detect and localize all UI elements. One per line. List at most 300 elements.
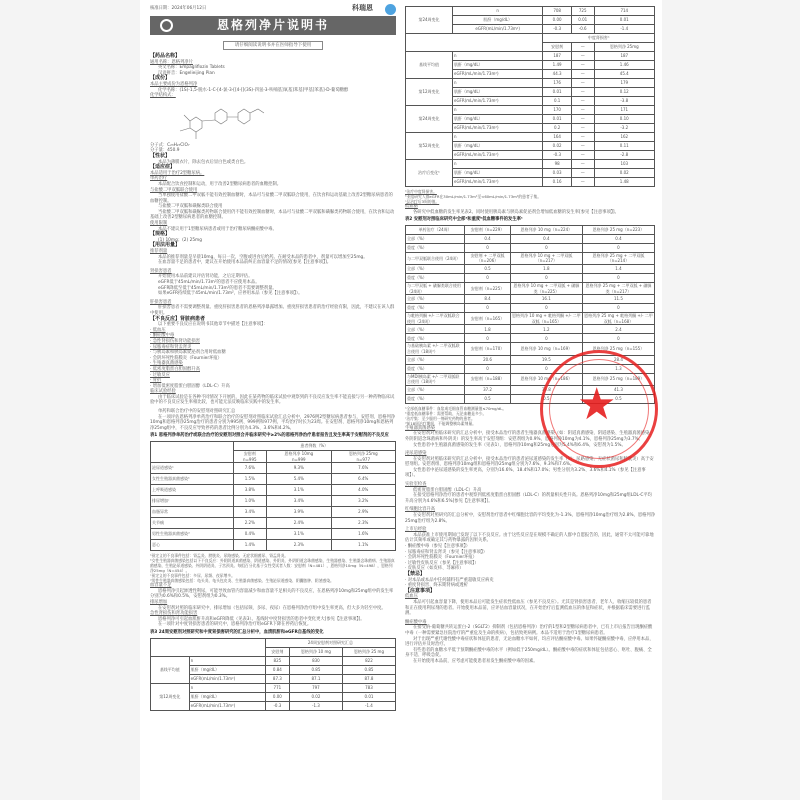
table-cell: 肌酐（mg/dL） xyxy=(189,692,265,701)
table-cell: 与吡格列酮 +/- 二甲双胍联合使用（24周） xyxy=(406,313,465,325)
text-line: · 尿脓毒症和肾盂肾炎（参见【注意事项】） xyxy=(405,549,488,555)
table-row xyxy=(151,638,396,647)
table-cell: 0.85 xyxy=(342,665,395,674)
table-cell: — xyxy=(571,97,594,106)
table-cell: -2.8 xyxy=(594,151,654,160)
table-cell: 恶心 xyxy=(151,540,234,551)
table-cell: -0.3 xyxy=(543,151,572,160)
table-row xyxy=(406,243,655,252)
description-text: 本品为薄膜衣片，除去包衣后显白色或类白色。 xyxy=(158,159,249,165)
table-row xyxy=(151,518,396,529)
table-cell: 0.5 xyxy=(510,394,582,403)
table-cell: 20.6 xyxy=(465,355,511,364)
table-cell: 1.4 xyxy=(582,264,654,273)
table-cell: 安慰剂 xyxy=(543,43,572,52)
table-cell: 170 xyxy=(543,106,572,115)
table-row xyxy=(406,234,655,243)
text-line: 在安慰剂对照研究的汇总分析中，安慰剂治疗患者中红细胞比容的平均变化为-1.3%，恩格列净10mg治疗组为2.8%，恩格列净25mg治疗组为2.8%。 xyxy=(405,513,656,524)
table-cell: 1.8 xyxy=(465,325,511,334)
text-line: · 酮症酸中毒（参见【注意事项】） xyxy=(405,544,471,549)
table-row xyxy=(406,343,655,355)
table-cell: 28.4 xyxy=(582,355,654,364)
table2-title: 表2 安慰剂对照临床研究中全部ᵃ和重度ᵇ低血糖事件的发生率ᶜ xyxy=(405,217,523,223)
table-cell: 19.5 xyxy=(510,355,582,364)
table-cell: eGFR(mL/min/1.73m²) xyxy=(453,124,543,133)
table-cell: 0.01 xyxy=(342,692,395,701)
table-cell: -0.3 xyxy=(265,701,289,710)
table-cell: 0.01 xyxy=(543,88,572,97)
table-cell: — xyxy=(571,43,594,52)
text-line: · 过敏性皮肤反应（参见【注意事项】） xyxy=(405,560,479,566)
table-cell: 2.9% xyxy=(331,507,395,518)
table-cell: 肌酐（mg/dL） xyxy=(453,16,543,25)
table-cell: 1.1% xyxy=(331,540,395,551)
table-cell: 恩格列净 10 mg + 吡格列酮 +/- 二甲双胍（n=165） xyxy=(512,313,581,324)
table-cell: 1.2 xyxy=(510,325,582,334)
table-cell: 0.5 xyxy=(465,264,511,273)
text-line: 当盐酸二甲双胍和磺脲类药物联合使用仍不能有效控制血糖时，本品可与盐酸二甲双胍和磺脲类药物联合使用，在饮食和运动基础上改善2型糖尿病患者的血糖控制。 xyxy=(150,209,395,221)
table-cell: 3.8% xyxy=(233,485,267,496)
table2-notes xyxy=(405,406,655,426)
specification-text: (1) 10mg；(2) 25mg xyxy=(158,237,202,243)
table-cell: 2.4% xyxy=(267,518,331,529)
table-row xyxy=(406,264,655,273)
text-line: 由于临床试验是在各种不同情况下开展的，因此在某药物的临床试验中观察到的不良反应发生率不能直接与另一种药物临床试验中的不良反应发生率相比较，也可能无法反映临床实践中的发生率。 xyxy=(150,394,395,406)
table-cell: 恩格列净 25 mg（n=223） xyxy=(582,225,654,234)
table-cell: n xyxy=(453,133,543,142)
table-cell: 0.4 xyxy=(510,234,582,243)
table-row xyxy=(151,496,396,507)
text-line: ᵃ预定义的不良事件包括：肾盂炎、膀胱炎、尿路感染、无症状细菌尿、肾盂肾炎。 xyxy=(150,553,289,559)
table-row xyxy=(151,463,396,474)
page-title: 恩格列净片说明书 xyxy=(216,17,329,32)
table-cell: 0.02 xyxy=(289,692,342,701)
table-cell: 1.3 xyxy=(582,364,654,373)
table-cell: 725 xyxy=(571,7,594,16)
table-cell: 0.02 xyxy=(543,142,572,151)
text-line: ᵇ重度低血糖事件：需要帮助，无论血糖是多少。 xyxy=(405,410,487,416)
table-cell: 1.0% xyxy=(233,496,267,507)
table-cell: -1.3 xyxy=(289,701,342,710)
table-row xyxy=(406,355,655,364)
table-row xyxy=(406,295,655,304)
table-cell: 单药治疗（24周） xyxy=(406,225,465,234)
table-cell: 0 xyxy=(582,273,654,282)
table-cell: 恩格列净 10 mg（n=186） xyxy=(510,373,582,385)
table-cell: 恩格列净 10 mg + 二甲双胍（n=217） xyxy=(510,252,582,264)
table-cell: n xyxy=(453,7,543,16)
text-line: 泌尿道感染 xyxy=(405,451,427,457)
table-cell: 0.16 xyxy=(543,178,572,187)
table-cell: 9.3% xyxy=(267,463,331,474)
hypoglycemia-text: 各研究中低血糖的发生率见表2。同时使用胰岛素与胰岛素促泌剂会增加低血糖的发生率[参见【注意事项】]。 xyxy=(413,209,619,215)
text-line: 单药治疗 xyxy=(150,176,168,182)
table-cell: 1.6% xyxy=(331,529,395,540)
table-cell: 女性生殖器真菌感染ᵇ xyxy=(151,474,234,485)
brand-name: 科瑞恩 xyxy=(352,4,373,13)
precaution-lines xyxy=(405,594,655,664)
molecular-weight: 分子量：450.9 xyxy=(150,148,180,154)
table-row xyxy=(151,656,396,665)
approval-date: 核准日期：2024年06月12日 xyxy=(150,6,207,12)
text-line: 在接受钠-葡萄糖共转运蛋白-2（SGLT2）抑制剂（包括恩格列净）治疗的1型和2型糖尿病患者中，已有上市后报告出现酮症酸中毒（一种需要紧急住院治疗的严重危及生命的疾病），包括致死病例。本品不适用于治疗1型糖尿病患者。 xyxy=(405,625,653,636)
text-line: ᵇ亚组研究人群eGFR在30mL/min/1.73m²至<60mL/min/1.73m²的患者子集。 xyxy=(405,194,542,199)
table-cell: 0 xyxy=(465,304,511,313)
text-line: 如果eGFR持续低于45mL/min/1.73m²，应停用本品（参见【注意事项】）。 xyxy=(158,291,303,297)
text-line: 恩格列净可引起血肌酐升高和eGFR降低（见表3）。基线时中度肾损害的患者中变化更大[参见【注意事项】]。 xyxy=(158,616,365,622)
table-cell: 771 xyxy=(265,683,289,692)
table-renal-continued xyxy=(405,6,655,187)
text-line: 在安慰剂对照临床研究的汇总分析中，接受本品治疗的患者泌尿道感染的发生率（如：尿路感染、无症状菌尿和膀胱炎）高于安慰剂组。安慰剂组、恩格列净10mg组和恩格列净25mg组分别为7.6%、9.3%和7.6%。 xyxy=(405,456,654,468)
text-line: 在一项针对中度肾损害患者的研究中，恩格列净治疗组eGFR下降在停药后恢复。 xyxy=(158,622,312,628)
text-line: · 与胰岛素和胰岛素促泌剂合用时低血糖 xyxy=(150,350,226,356)
table-cell: — xyxy=(571,106,594,115)
table-row xyxy=(406,364,655,373)
text-line: ᵃ全部低血糖事件：血浆或毛细血管血糖测量值≤70mg/dL。 xyxy=(405,405,507,411)
table-cell: 0 xyxy=(510,364,582,373)
table-cell: 肌酐（mg/dL） xyxy=(453,61,543,70)
table-cell: 2.3% xyxy=(267,540,331,551)
text-line: 女性患者中泌尿道感染的发生率更高，分别为16.6%、18.4%和17.0%；男性分别为3.2%、3.6%和4.1%（参见【注意事项】）。 xyxy=(405,467,646,479)
table-cell: 6.4% xyxy=(331,474,395,485)
table-cell: 3.1% xyxy=(267,485,331,496)
text-line: · 酮症酸中毒 xyxy=(150,333,175,339)
table-cell: 3.1% xyxy=(267,529,331,540)
table-hypoglycemia xyxy=(405,225,655,404)
subheading-hypoglycemia: 低血糖 xyxy=(405,204,418,209)
table-cell: 重度（%） xyxy=(406,394,465,403)
table-cell: 3.9% xyxy=(267,507,331,518)
text-line: 生殖器真菌感染 xyxy=(405,425,436,431)
table-cell: 0.5 xyxy=(465,394,511,403)
dosage-lines xyxy=(150,249,396,317)
text-line: 化学名称：(1S)-1,5-脱水-1-C-[4-氯-3-[[4-[[(3S)-四氢-3-呋喃基]氧基]苯基]甲基]苯基]-D-葡萄糖醇 xyxy=(158,87,349,93)
table-cell: 0 xyxy=(465,243,511,252)
table-cell: n xyxy=(453,106,543,115)
table-cell: — xyxy=(571,61,594,70)
table-cell: 0.01 xyxy=(594,16,654,25)
text-line: 汉语拼音：Engelieijing Pian xyxy=(158,70,215,76)
table-cell: 恩格列净 25 mg + 吡格列酮 +/- 二甲双胍（n=168） xyxy=(584,313,653,324)
composition-lines xyxy=(150,82,396,99)
text-line: 红细胞比容升高 xyxy=(405,507,436,513)
table-row xyxy=(151,485,396,496)
table-cell: — xyxy=(571,133,594,142)
text-line: 推荐剂量 xyxy=(150,249,168,255)
table-cell: 恩格列净 25 mg（n=155） xyxy=(582,343,654,355)
text-line: ᵃ治疗中度肾损害。 xyxy=(405,189,437,194)
table-cell: 恩格列净 10 mg（n=224） xyxy=(510,225,582,234)
table-cell: 783 xyxy=(342,683,395,692)
text-line: 在血容量不足的患者中，建议在开始使用本品前纠正血容量不足的情况[参见【注意事项】]。 xyxy=(158,260,332,266)
section-heading: 【成份】 xyxy=(150,75,171,82)
text-line: ᵈ前18周治疗期间，不能调整胰岛素剂量。 xyxy=(405,420,476,426)
table-cell: 87.1 xyxy=(289,674,342,683)
table-cell: — xyxy=(571,52,594,61)
text-line: 本品配合饮食控制和运动，用于改善2型糖尿病患者的血糖控制。 xyxy=(158,181,282,187)
table-cell: 重度（%） xyxy=(406,273,465,282)
text-line: · 会阴坏死性筋膜炎（Fournier坏疽） xyxy=(150,355,222,361)
table-cell: -1.4 xyxy=(594,25,654,34)
table-cell: 825 xyxy=(265,656,289,665)
text-line: 与盐酸二甲双胍联合使用 xyxy=(150,187,198,193)
table-cell: 安慰剂（n=170） xyxy=(465,343,511,355)
table-cell: 肌酐（mg/dL） xyxy=(453,88,543,97)
table-cell: -0.6 xyxy=(571,25,594,34)
table-cell: eGFR(mL/min/1.73m²) xyxy=(189,674,265,683)
table-row xyxy=(406,394,655,403)
table-row xyxy=(406,273,655,282)
drug-name-lines xyxy=(150,60,396,77)
table-cell: 第24周变化 xyxy=(406,7,453,34)
right-body-lines xyxy=(405,426,655,572)
table-cell: 0 xyxy=(582,304,654,313)
table-cell: 7.6% xyxy=(331,463,395,474)
section-heading: 【用法用量】 xyxy=(150,242,181,249)
tableA-notes xyxy=(405,189,655,204)
table-cell: 全部（%） xyxy=(406,325,465,334)
text-line: 本品主要成份为恩格列净 xyxy=(150,81,198,87)
table-cell: — xyxy=(571,124,594,133)
table-cell: eGFR(mL/min/1.73m²) xyxy=(453,178,543,187)
text-line: · 尿脓毒症和肾盂肾炎 xyxy=(150,344,192,350)
table-cell: — xyxy=(571,169,594,178)
text-line: · 皮肤反应（如皮疹、荨麻疹） xyxy=(405,566,464,572)
text-line: 本品不建议用于1型糖尿病患者或用于治疗糖尿病酮症酸中毒。 xyxy=(158,226,277,232)
table-cell: — xyxy=(571,79,594,88)
table-cell: 0.01 xyxy=(571,16,594,25)
text-line: 以下重要不良反应在说明书其他章节中描述【注意事项】： xyxy=(158,322,268,328)
table-cell: n xyxy=(453,160,543,169)
table-cell: 与MDI胰岛素 +/- 二甲双胍联合使用（18周ᵈ） xyxy=(406,373,465,385)
table-cell: 1.5% xyxy=(233,474,267,485)
text-line: 单药和联合治疗中的安慰剂对照研究汇总 xyxy=(158,409,236,415)
table-cell: 1.48 xyxy=(594,178,654,187)
table-cell: -3.8 xyxy=(594,97,654,106)
text-line: 排尿增加 xyxy=(150,600,168,605)
table-row xyxy=(406,325,655,334)
text-line: 开始使用本品前建议评估肾功能，之后定期评估。 xyxy=(158,274,253,280)
table-cell: 1.49 xyxy=(543,61,572,70)
table-cell: 187 xyxy=(594,52,654,61)
table-row xyxy=(406,133,655,142)
table-row xyxy=(406,282,655,294)
table-cell: 与二甲双胍联合使用（24周） xyxy=(406,252,465,264)
table-cell: 0.02 xyxy=(594,169,654,178)
table-cell: 0.01 xyxy=(543,115,572,124)
table-cell: 0.4% xyxy=(233,529,267,540)
text-line: eGFR降低至低于45mL/min/1.73m²的患者不需要调整剂量。 xyxy=(158,285,277,291)
text-line: 女性患者中生殖器真菌感染的发生率（见表1），恩格列净10mg和25mg分别为5.4%和6.4%，安慰剂为1.5%。 xyxy=(413,442,626,448)
text-line: 在接受恩格列净治疗的患者中观察到低密度脂蛋白胆固醇（LDL-C）的剂量相关性升高。恩格列净10mg和25mg组LDL-C平均升高分别为4.6%和6.5%[参见【注意事项】]。 xyxy=(405,493,652,504)
table-cell: 3.4% xyxy=(233,507,267,518)
table-adverse-reactions xyxy=(150,441,396,551)
table-cell: 全部（%） xyxy=(406,385,465,394)
text-line: 有些患者的血糖水平低于预期酮症酸中毒的水平（例如低于250mg/dL）。酮症酸中毒的症状和体征包括恶心、呕吐、腹痛、全身不适、呼吸急促。 xyxy=(405,647,652,659)
table-cell: — xyxy=(571,70,594,79)
table-cell: 164 xyxy=(543,133,572,142)
text-line: 恩格列净引起渗透性利尿，可能导致血管内容量减少和血容量不足相关的不良反应，在恩格列净10mg和25mg组中的发生率分别为0.6%和0.5%，安慰剂组为0.3%。 xyxy=(150,588,394,600)
section-heading: 【注意事项】 xyxy=(405,587,436,594)
table-cell: 176 xyxy=(543,79,572,88)
table-cell: 0.03 xyxy=(543,169,572,178)
table-cell: 1.46 xyxy=(594,61,654,70)
table-cell: 治疗后变化ᵇ xyxy=(406,160,453,187)
table1-title: 表1 恩格列净单药治疗或联合治疗的安慰剂对照合并临床研究中≥2%的恩格列净治疗患者报告且发生率高于安慰剂的不良反应 xyxy=(150,433,389,439)
table-cell: 全部（%） xyxy=(406,234,465,243)
text-line: 低密度脂蛋白胆固醇（LDL-C）升高 xyxy=(413,487,482,493)
table-row xyxy=(406,79,655,88)
table-cell: 与二甲双胍 + 磺脲类联合使用（24周） xyxy=(406,282,465,294)
renal-lines xyxy=(150,583,396,628)
section-heading: 【不良反应】肾脏病患者 xyxy=(150,315,206,322)
table-cell: 恩格列净 25 mg + 二甲双胍 + 磺脲类（n=217） xyxy=(582,282,654,294)
table-cell: 恩格列净 10 mg + 二甲双胍 + 磺脲类（n=225） xyxy=(510,282,582,294)
text-line: · 低密度脂蛋白胆固醇升高 xyxy=(150,366,200,372)
text-line: · 过敏反应 xyxy=(150,372,170,378)
contraindication-lines xyxy=(405,578,655,589)
table-cell: 第12周变化 xyxy=(406,79,453,106)
text-line: 实验室检查 xyxy=(405,482,427,488)
table-cell: 泌尿道感染ᵃ xyxy=(151,463,234,474)
text-line: 与盐酸二甲双胍和磺脲类联合使用 xyxy=(158,204,223,210)
table-cell: 0 xyxy=(582,243,654,252)
table-row xyxy=(406,304,655,313)
table-cell: 0.85 xyxy=(289,665,342,674)
text-line: 本品获准上市使用期间已发现了以下不良反应。由于这些反应是在规模不确定的人群中自愿报告的，因此，通常不太可能可靠地估计其频率或确定其与药物暴露的因果关系。 xyxy=(405,532,654,544)
indications-lines xyxy=(150,171,396,233)
table-renal-function xyxy=(150,638,396,711)
table-cell: 45.4 xyxy=(594,70,654,79)
table-cell: 8.4 xyxy=(465,295,511,304)
table1-notes xyxy=(150,553,396,583)
table-cell: 0 xyxy=(510,273,582,282)
table-cell: 162 xyxy=(594,133,654,142)
text-line: · 骨折 xyxy=(150,378,162,384)
table-cell: 与基础胰岛素 +/- 二甲双胍联合使用（18周ᵈ） xyxy=(406,343,465,355)
table-cell: — xyxy=(571,151,594,160)
table-row xyxy=(406,313,655,325)
table-cell: eGFR(mL/min/1.73m²) xyxy=(453,25,543,34)
table-cell: 0.00 xyxy=(265,692,289,701)
text-line: ᵇ女性生殖器真菌感染包括以下不良反应：外阴阴道真菌感染、阴道感染、外阴炎、外阴阴道念珠菌感染、生殖器感染、生殖器念珠菌病、生殖器真菌感染、生殖泌尿道感染、外阴阴道炎、子宫颈炎。每组百分比基于女性受试者人数：安慰剂（N=481），恩格列净10mg（N=498），恩格列净25mg（N=454）。 xyxy=(150,558,395,574)
table-cell: 24周安慰剂对照研究汇总 xyxy=(265,638,395,647)
table-row xyxy=(406,52,655,61)
table-cell: 安慰剂（n=229） xyxy=(465,225,511,234)
text-line: 通用名称：恩格列净片 xyxy=(150,59,193,65)
table-cell: 0.4 xyxy=(465,234,511,243)
table-cell: 0 xyxy=(510,334,582,343)
table-cell xyxy=(151,442,234,463)
table-cell: 187 xyxy=(543,52,572,61)
table-cell: 0.84 xyxy=(265,665,289,674)
table-cell: 基线平均值 xyxy=(151,656,190,683)
table-cell: 98 xyxy=(543,160,572,169)
text-line: 使用限制 xyxy=(150,221,168,227)
table-cell: n xyxy=(453,79,543,88)
title-banner xyxy=(150,16,396,35)
text-line: 临床试验经验 xyxy=(150,389,176,395)
table-cell: 2.4 xyxy=(582,325,654,334)
table-row xyxy=(406,160,655,169)
text-line: · 会阴坏死性筋膜炎（Fournier坏疽） xyxy=(405,555,477,561)
text-line: · 增加低密度脂蛋白胆固醇（LDL-C）升高 xyxy=(150,383,230,389)
table-cell: 血脂异常 xyxy=(151,507,234,518)
table-cell: 0.5 xyxy=(582,394,654,403)
table-cell: 全部（%） xyxy=(406,355,465,364)
table-cell: 103 xyxy=(594,160,654,169)
text-line: · 重度肾损害、终末期肾病或透析 xyxy=(405,583,468,589)
table-cell: 上呼吸道感染 xyxy=(151,485,234,496)
table-cell: 第24周变化 xyxy=(406,106,453,133)
table-cell: 0.10 xyxy=(594,115,654,124)
table3-title: 表3 24周安慰剂对照研究和中度肾损害研究的汇总分析中，血清肌酐和eGFR自基线的变化 xyxy=(150,629,324,635)
text-line: ᶜ预定义的不良事件包括：多尿、尿频、夜尿增多。 xyxy=(150,573,235,579)
table-cell: 16.1 xyxy=(510,295,582,304)
text-line: 低血压 xyxy=(405,594,418,600)
text-line: 本品的推荐剂量是早晨10mg，每日一次，空腹或进食后给药。在耐受本品的患者中，剂量可以增加至25mg。 xyxy=(158,254,368,260)
table-cell: 39.8 xyxy=(510,385,582,394)
table-cell: 41.3 xyxy=(582,385,654,394)
text-line: 在开始使用本品前，应考虑可能使患者易发生酮症酸中毒的因素。 xyxy=(413,658,538,664)
table-cell: 恩格列净 25 mg xyxy=(342,647,395,656)
table-cell: 安慰剂 xyxy=(265,647,289,656)
section-heading: 【规格】 xyxy=(150,231,171,238)
table-cell: 0 xyxy=(510,243,582,252)
text-line: · 低血压 xyxy=(150,327,166,333)
star-icon: ★ xyxy=(577,379,617,430)
table-cell: 安慰剂 n=995 xyxy=(233,451,267,463)
section-heading: 【性状】 xyxy=(150,152,171,159)
table-cell: — xyxy=(571,142,594,151)
table-cell: 1.8 xyxy=(510,264,582,273)
text-line: 在一项评估恩格列净单药治疗和联合治疗的安慰剂对照临床试验汇总分析中，2976例2型糖尿病患者参与，安慰剂、恩格列净10mg和恩格列净25mg治疗的患者分别为995例、999例和977例，平均治疗时长为23周。在安慰剂、恩格列净10mg和恩格列净25mg组中，不良反应导致停药的患者比例分别为4.3%、3.6%和4.2%。 xyxy=(150,414,396,431)
table-cell: 179 xyxy=(594,79,654,88)
table-cell: 3.2% xyxy=(331,496,395,507)
table-cell: 5.4% xyxy=(267,474,331,485)
table-cell: 0.2 xyxy=(543,124,572,133)
text-line: 上市后经验 xyxy=(405,527,427,533)
table-cell: eGFR(mL/min/1.73m²) xyxy=(453,70,543,79)
table-cell: — xyxy=(571,115,594,124)
top-line xyxy=(150,2,396,16)
text-line: eGFR低于45mL/min/1.73m²的患者不应使用本品。 xyxy=(158,280,260,285)
text-line: ᵈ男性生殖器真菌感染包括：龟头炎、龟头包皮炎、生殖器真菌感染、生殖泌尿道感染、阴囊脓肿、阴茎感染。 xyxy=(150,578,334,584)
table-cell: 87.8 xyxy=(342,674,395,683)
text-line: 本品可引起血容量下降，使用本品后可能发生症状性低血压（参见不良反应）。尤其是肾损害患者、老年人、收缩压较低的患者和正在使用利尿剂的患者。开始使用本品前，应评估血容量状况，在开始治疗后监测低血压的体征和症状，并根据临床需要进行监测。 xyxy=(405,599,652,617)
text-line: 在安慰剂对照临床研究的汇总分析中，接受本品治疗的患者生殖器真菌感染（如：阴道真菌感染、阴道感染、生殖器真菌感染、外阴阴道念珠菌病和外阴炎）的发生率高于安慰剂组：安慰剂组为0.9%，恩格列净10mg为4.1%，恩格列净25mg为3.7%。 xyxy=(405,431,654,442)
text-line: ᶜ仅治疗后3周的值。 xyxy=(405,199,440,204)
table-cell: 全部（%） xyxy=(406,264,465,273)
table-cell: 基线平均值 xyxy=(406,52,453,79)
table-cell: 重度（%） xyxy=(406,304,465,313)
table-cell: 恩格列净 10 mg xyxy=(289,647,342,656)
table-cell xyxy=(151,638,266,656)
table-cell: 171 xyxy=(594,106,654,115)
table-cell: 排尿增加ᶜ xyxy=(151,496,234,507)
table-cell: 重度（%） xyxy=(406,334,465,343)
text-line: 英文名称：Empagliflozin Tablets xyxy=(158,65,225,71)
table-cell: — xyxy=(571,88,594,97)
section-heading: 【药品名称】 xyxy=(150,53,181,59)
table-cell: 0 xyxy=(465,273,511,282)
table-cell: 恩格列净 10mg n=999 xyxy=(267,451,331,463)
table-cell: 安慰剂（n=165） xyxy=(465,313,511,325)
text-line: 肾损害患者 xyxy=(150,268,172,274)
table-cell: 0 xyxy=(465,364,511,373)
table-cell: eGFR(mL/min/1.73m²) xyxy=(189,701,265,710)
table-cell: 重度（%） xyxy=(406,364,465,373)
